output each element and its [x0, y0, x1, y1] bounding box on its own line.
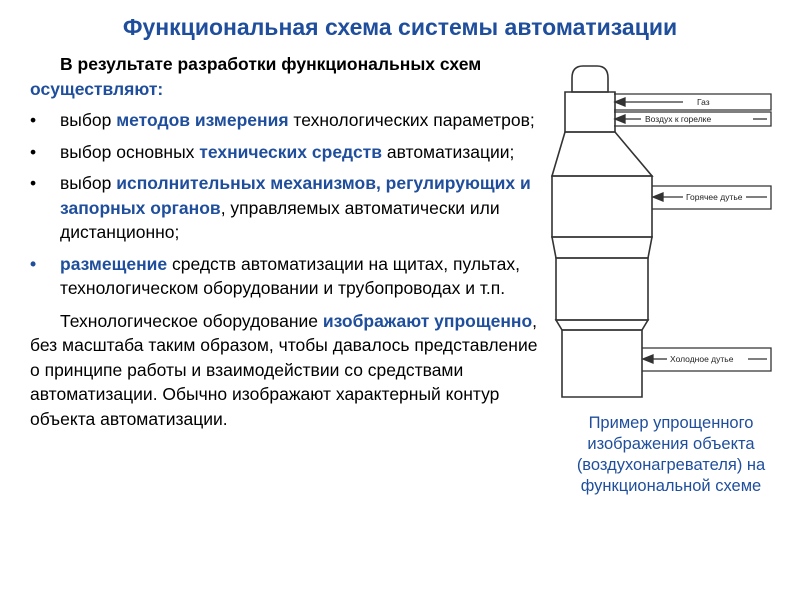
bullet-text: выбор основных: [60, 141, 200, 162]
air-heater-diagram: [545, 60, 785, 410]
main-text: [30, 52, 550, 431]
page-title: Функциональная схема системы автоматизации: [122, 14, 678, 40]
bullet-text: выбор: [60, 173, 117, 193]
heater-upper-column: [565, 92, 615, 132]
heater-cone: [552, 132, 652, 176]
bullet-list: [30, 108, 550, 301]
bullet-marker: •: [30, 253, 37, 274]
heater-bottom-taper: [556, 320, 648, 330]
cold-blast-label: Холодное дутье: [670, 354, 734, 364]
para-text: Технологическое оборудование: [60, 310, 323, 331]
intro-part2: осуществляют:: [30, 78, 164, 99]
gas-label: Газ: [697, 97, 710, 107]
list-item: [30, 171, 550, 245]
bullet-text: средств автоматизации на щитах, пультах, технологическом оборудовании и трубопроводах и т.п.: [60, 253, 520, 298]
bullet-text: технологических параметров;: [288, 110, 535, 130]
heater-outline: [552, 66, 652, 397]
bullet-highlight: исполнительных механизмов, регулирующих и запорных органов: [60, 173, 531, 218]
bullet-text: , управляемых автоматически или дистанционно;: [60, 197, 500, 242]
diagram-caption: Пример упрощенного изображения объекта (воздухонагревателя) на функциональной схеме: [576, 414, 766, 495]
hot-blast-label: Горячее дутье: [686, 192, 743, 202]
heater-base: [562, 330, 642, 397]
heater-step: [552, 237, 652, 258]
list-item: [30, 140, 550, 165]
air-label: Воздух к горелке: [645, 114, 712, 124]
intro-text: [30, 52, 550, 101]
bullet-highlight: технических средств: [199, 141, 382, 162]
list-item: [30, 108, 550, 133]
heater-dome: [572, 66, 608, 92]
bullet-highlight: размещение: [60, 253, 168, 274]
heater-body: [552, 176, 652, 237]
bullet-highlight: методов измерения: [116, 110, 289, 130]
para-highlight: изображают упрощенно: [322, 310, 533, 331]
description-paragraph: [30, 309, 550, 432]
intro-part1: В результате разработки функциональных схем: [60, 54, 482, 74]
list-item: [30, 252, 550, 301]
bullet-text: автоматизации;: [382, 141, 515, 162]
bullet-marker: •: [30, 141, 37, 162]
heater-lower-body: [556, 258, 648, 320]
bullet-marker: •: [30, 173, 37, 193]
pipe-gas: [614, 94, 771, 110]
para-text: , без масштаба таким образом, чтобы давалось представление о принципе работы и взаимодействии со средствами автоматизации. Обычно изображают характерный контур объекта автоматизации.: [30, 310, 538, 429]
bullet-marker: •: [30, 110, 37, 130]
bullet-text: выбор: [60, 110, 117, 130]
